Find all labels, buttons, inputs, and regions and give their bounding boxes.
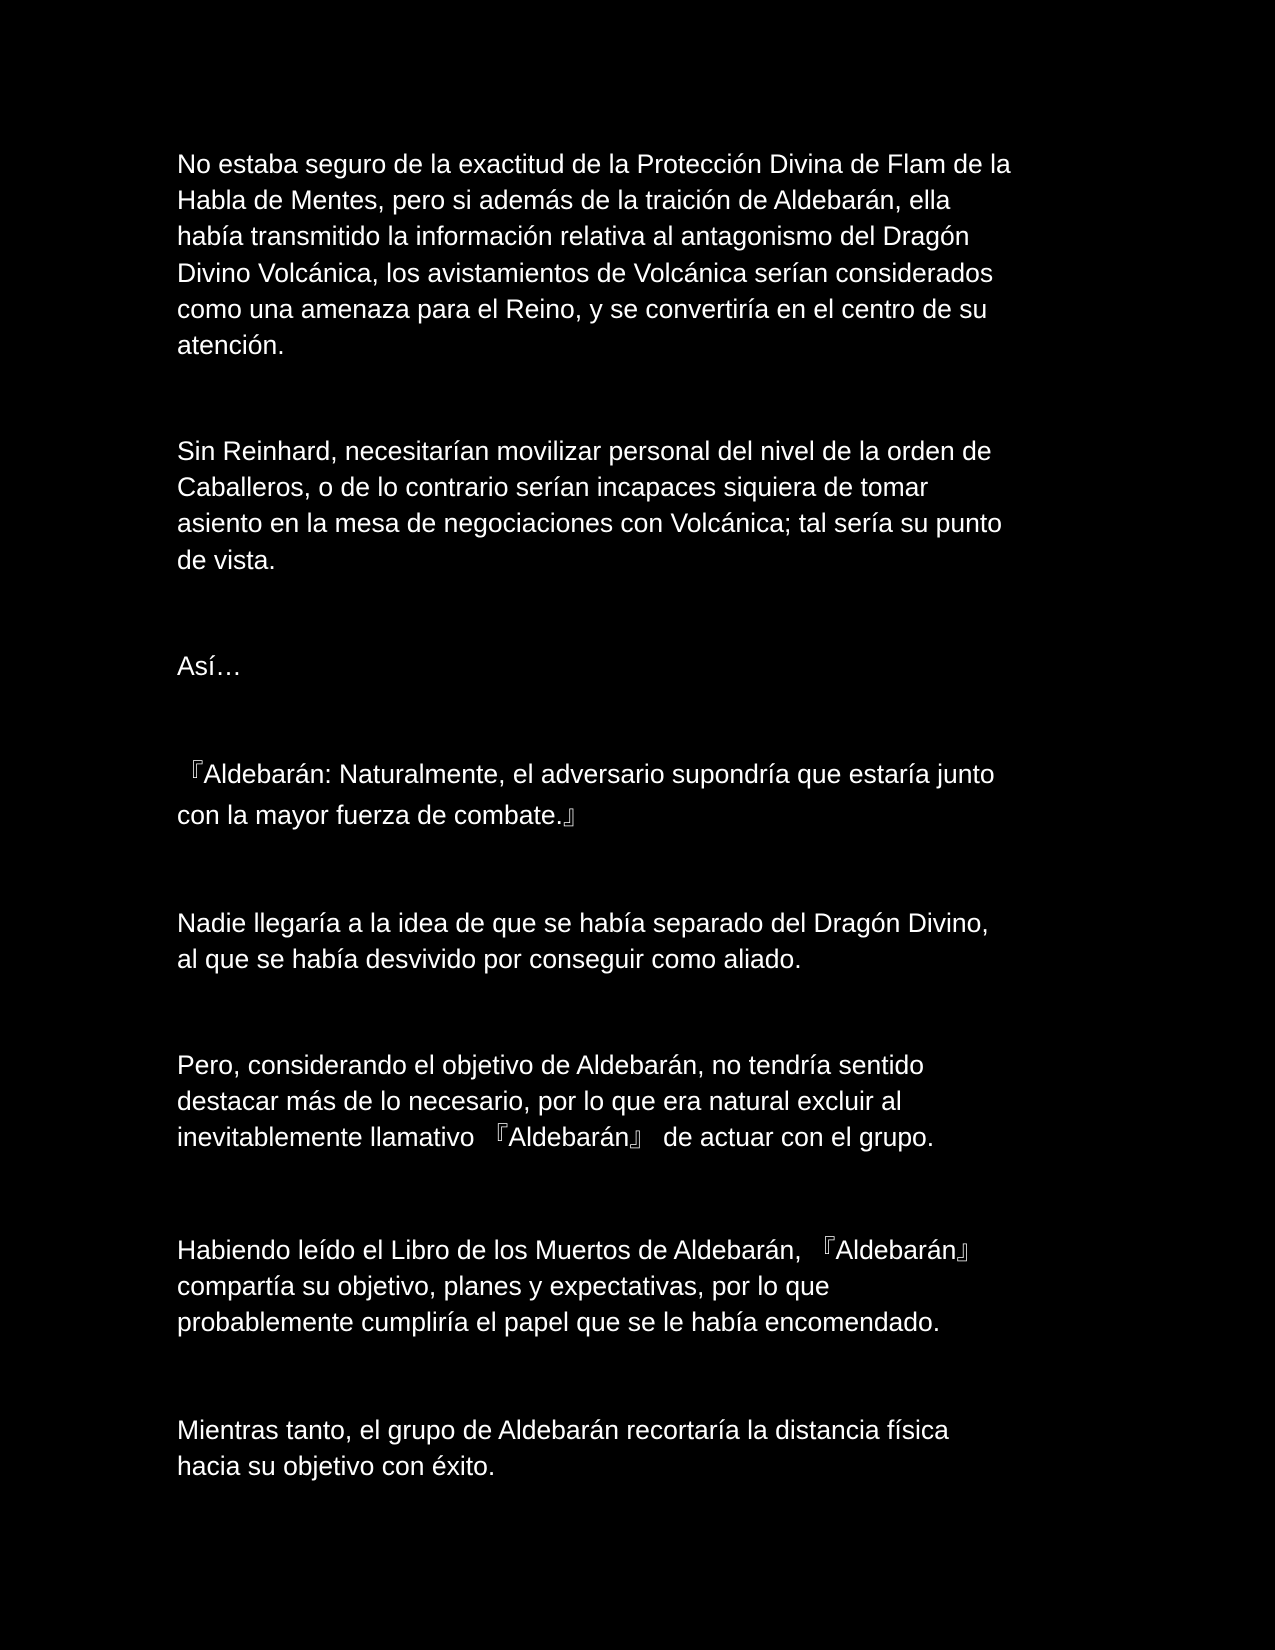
paragraph-objective: Pero, considerando el objetivo de Aldebarán, no tendría sentido destacar más de lo necesario, por lo que era natural excluir al inevitablemente llamativo 『Aldebarán』 de actuar con el grupo. [177, 1050, 935, 1153]
paragraph-divine-dragon: Nadie llegaría a la idea de que se había separado del Dragón Divino, al que se había desvivido por conseguir como aliado. [177, 908, 989, 975]
paragraph-book-of-dead: Habiendo leído el Libro de los Muertos de Aldebarán, 『Aldebarán』 compartía su objetivo, planes y expectativas, por lo que probablemente cumpliría el papel que se le había encomendado. [177, 1235, 983, 1338]
paragraph-protection-divine: No estaba seguro de la exactitud de la Protección Divina de Flam de la Habla de Mentes, pero si además de la traición de Aldebarán, ella había transmitido la información relativa al antagonismo del Dragón Divino Volcánica, los avistamientos de Volcánica serían considerados como una amenaza para el Reino, y se convertiría en el centro de su atención. [177, 149, 1011, 361]
paragraph-meanwhile: Mientras tanto, el grupo de Aldebarán recortaría la distancia física hacia su objetivo con éxito. [177, 1415, 949, 1482]
paragraph-asi: Así… [177, 651, 242, 681]
paragraph-reinhard: Sin Reinhard, necesitarían movilizar personal del nivel de la orden de Caballeros, o de lo contrario serían incapaces siquiera de tomar asiento en la mesa de negociaciones con Volcánica; tal sería su punto de vista. [177, 436, 1002, 575]
paragraph-aldebaran-dialogue: 『Aldebarán: Naturalmente, el adversario supondría que estaría junto con la mayor fuerza de combate.』 [177, 759, 995, 830]
